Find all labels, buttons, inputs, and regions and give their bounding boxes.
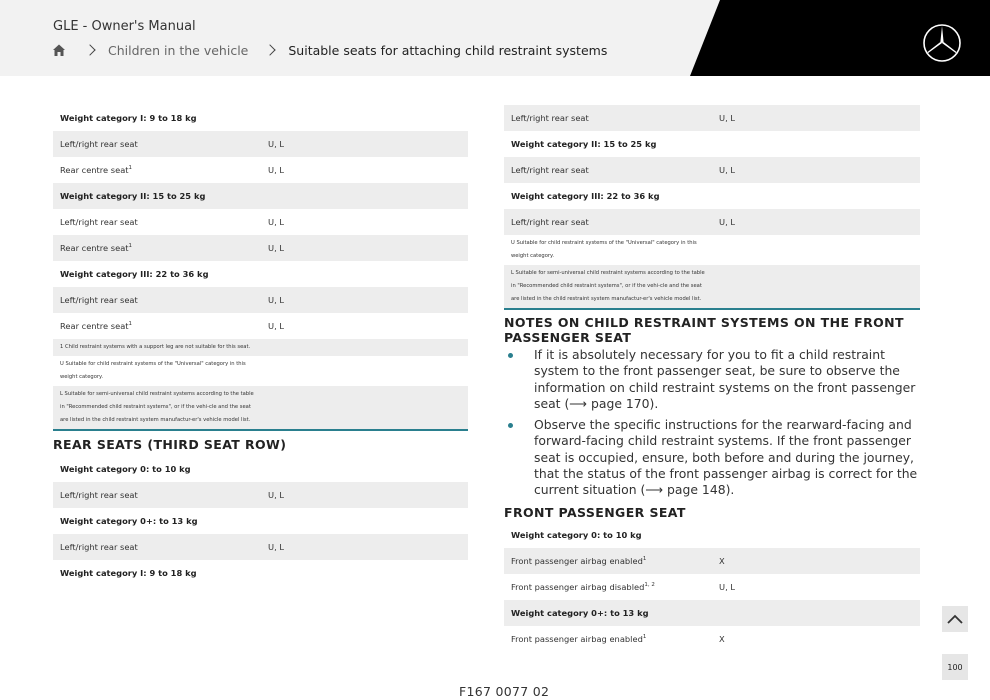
footnote bbox=[53, 339, 468, 356]
suitability-value: U, L bbox=[268, 321, 284, 331]
footnote-text: L Suitable for semi-universal child restraint systems according to the table in "Recommended child restraint systems", or if the vehi-cle and the seat are listed in the child restraint system manufactur-er's vehicle model list. bbox=[60, 391, 254, 423]
weight-category-row bbox=[53, 560, 468, 586]
suitability-value: U, L bbox=[268, 139, 284, 149]
table-row bbox=[504, 548, 920, 574]
footnote-marker: 1 bbox=[642, 633, 647, 640]
suitability-value: U, L bbox=[719, 165, 735, 175]
suitability-value: U, L bbox=[268, 295, 284, 305]
breadcrumb-link-children[interactable]: Children in the vehicle bbox=[108, 42, 249, 58]
section-divider bbox=[504, 308, 920, 310]
scroll-top-button[interactable] bbox=[942, 606, 968, 632]
row-label: Rear centre seat$^1$ bbox=[60, 243, 133, 253]
row-label: Weight category 0: to 10 kg bbox=[511, 529, 642, 540]
breadcrumb bbox=[52, 41, 607, 59]
footnote-marker: 1 bbox=[642, 555, 647, 562]
table-row bbox=[53, 209, 468, 235]
suitability-value: U, L bbox=[719, 581, 735, 592]
footnote-marker: 1 bbox=[128, 321, 133, 328]
footnote bbox=[53, 356, 468, 386]
row-label: Rear centre seat$^1$ bbox=[60, 165, 133, 175]
figure-code: F167 0077 02 bbox=[459, 684, 550, 699]
page-header bbox=[0, 0, 990, 76]
footnote-marker: 1, 2 bbox=[644, 581, 655, 588]
suitability-value: U, L bbox=[719, 217, 735, 227]
row-label: Left/right rear seat bbox=[60, 542, 138, 552]
table-row bbox=[504, 105, 920, 131]
row-label: Left/right rear seat bbox=[511, 217, 589, 227]
row-label: Weight category II: 15 to 25 kg bbox=[60, 191, 206, 201]
suitability-value: X bbox=[719, 633, 725, 644]
row-label: Weight category I: 9 to 18 kg bbox=[60, 568, 197, 578]
table-row bbox=[504, 626, 920, 652]
suitability-value: U, L bbox=[268, 217, 284, 227]
row-label: Weight category 0+: to 13 kg bbox=[60, 516, 198, 526]
weight-category-row bbox=[504, 183, 920, 209]
right-column bbox=[504, 105, 920, 652]
row-label: Front passenger airbag enabled$^1$ bbox=[511, 633, 647, 644]
brand-logo-icon[interactable] bbox=[922, 23, 962, 63]
section-title-third-row: REAR SEATS (THIRD SEAT ROW) bbox=[53, 437, 287, 452]
notes-list bbox=[504, 347, 920, 499]
table-row bbox=[504, 209, 920, 235]
suitability-value: U, L bbox=[268, 490, 284, 500]
row-label: Left/right rear seat bbox=[60, 139, 138, 149]
row-label: Left/right rear seat bbox=[511, 165, 589, 175]
row-label: Left/right rear seat bbox=[60, 295, 138, 305]
weight-category-row bbox=[504, 522, 920, 548]
row-label: Front passenger airbag disabled$^{1, 2}$ bbox=[511, 581, 655, 592]
manual-title: GLE - Owner's Manual bbox=[53, 19, 196, 34]
table-row bbox=[53, 235, 468, 261]
row-label: Left/right rear seat bbox=[511, 113, 589, 123]
suitability-value: U, L bbox=[268, 542, 284, 552]
table-row bbox=[53, 313, 468, 339]
footnote bbox=[53, 386, 468, 429]
list-item: If it is absolutely necessary for you to fit a child restraint system to the front passenger seat, be sure to observe the information on child restraint systems on the front passenger seat (⟶ page 170). bbox=[504, 347, 920, 412]
row-label: Weight category III: 22 to 36 kg bbox=[511, 191, 660, 201]
footnote-text: 1 Child restraint systems with a support leg are not suitable for this seat. bbox=[60, 344, 251, 350]
suitability-value: U, L bbox=[719, 113, 735, 123]
row-label: Weight category I: 9 to 18 kg bbox=[60, 113, 197, 123]
section-divider bbox=[53, 429, 468, 431]
row-label: Weight category 0+: to 13 kg bbox=[511, 607, 649, 618]
footnote-marker: 1 bbox=[128, 243, 133, 250]
weight-category-row bbox=[53, 456, 468, 482]
table-row bbox=[504, 157, 920, 183]
weight-category-row bbox=[53, 105, 468, 131]
table-row bbox=[504, 574, 920, 600]
suitability-value: U, L bbox=[268, 243, 284, 253]
weight-category-row bbox=[504, 600, 920, 626]
row-label: Left/right rear seat bbox=[60, 490, 138, 500]
footnote bbox=[504, 235, 920, 265]
list-item: Observe the specific instructions for the rearward-facing and forward-facing child restraint systems. If the front passenger seat is occupied, ensure, both before and during the journey, that the status of the front passenger airbag is correct for the current situation (⟶ page 148). bbox=[504, 417, 920, 498]
home-icon[interactable] bbox=[52, 43, 66, 57]
suitability-value: U, L bbox=[268, 165, 284, 175]
weight-category-row bbox=[53, 508, 468, 534]
table-row bbox=[53, 287, 468, 313]
footnote-marker: 1 bbox=[128, 165, 133, 172]
notes-title: NOTES ON CHILD RESTRAINT SYSTEMS ON THE FRONT PASSENGER SEAT bbox=[504, 315, 904, 345]
table-row bbox=[53, 482, 468, 508]
footnote-text: U Suitable for child restraint systems of the "Universal" category in this weight category. bbox=[60, 361, 246, 380]
chevron-right-icon bbox=[84, 44, 95, 55]
row-label: Left/right rear seat bbox=[60, 217, 138, 227]
weight-category-row bbox=[504, 131, 920, 157]
row-label: Weight category 0: to 10 kg bbox=[60, 464, 191, 474]
footnote bbox=[504, 265, 920, 308]
row-label: Weight category III: 22 to 36 kg bbox=[60, 269, 209, 279]
table-row bbox=[53, 157, 468, 183]
row-label: Front passenger airbag enabled$^1$ bbox=[511, 555, 647, 566]
chevron-right-icon bbox=[265, 44, 276, 55]
left-column bbox=[53, 105, 468, 586]
chevron-up-icon bbox=[947, 614, 963, 624]
weight-category-row bbox=[53, 183, 468, 209]
suitability-value: X bbox=[719, 555, 725, 566]
weight-category-row bbox=[53, 261, 468, 287]
page-number-badge: 100 bbox=[942, 654, 968, 680]
breadcrumb-current: Suitable seats for attaching child restraint systems bbox=[288, 42, 608, 58]
section-title-front-passenger: FRONT PASSENGER SEAT bbox=[504, 504, 686, 520]
footnote-text: U Suitable for child restraint systems of the "Universal" category in this weight category. bbox=[511, 240, 697, 259]
table-row bbox=[53, 131, 468, 157]
row-label: Weight category II: 15 to 25 kg bbox=[511, 139, 657, 149]
footnote-text: L Suitable for semi-universal child restraint systems according to the table in "Recommended child restraint systems", or if the vehi-cle and the seat are listed in the child restraint system manufactur-er's vehicle model list. bbox=[511, 270, 705, 302]
table-row bbox=[53, 534, 468, 560]
row-label: Rear centre seat$^1$ bbox=[60, 321, 133, 331]
